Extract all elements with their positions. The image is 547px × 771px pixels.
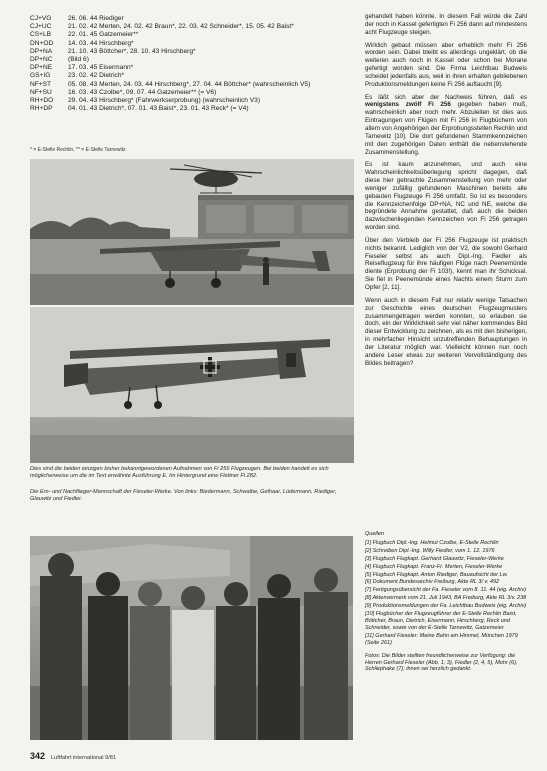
registration-code: NF+SU	[30, 88, 52, 96]
registration-flights: (Bild 6)	[68, 56, 89, 64]
registration-row	[30, 40, 348, 48]
photo-crew-group	[30, 536, 353, 740]
source-item: [2] Schreiben Dipl.-Ing. Willy Fiedler, vom 1. 12. 1976	[365, 547, 495, 554]
source-item: [9] Produktionsmeldungen der Fa. Leichtbau Budweis (eig. Archiv)	[365, 603, 527, 610]
source-item: [10] Flugbücher der Flugzeugführer der E-Stelle Rechlin Baist, Böttcher, Braun, Dietrich, Eisermann, Hirschberg, Reck und Schneider, sowie von der E-Stelle Tarnewitz, Gatzemeier.	[365, 611, 517, 631]
page-number: 342	[30, 751, 46, 761]
source-item: [6] Dokument Bundesarchiv Freiburg, Akte RL 3/ v. 492	[365, 579, 500, 586]
registration-row	[30, 23, 348, 31]
photo-caption: Dies sind die beiden einzigen bisher bekanntgewordenen Aufnahmen von Fi 256 Flugzeugen. Bei beiden handelt es sich möglicherweise um die im Text erwähnte Ausführung E. Im Hintergrund eine Flettner Fl 282.	[30, 466, 329, 479]
registration-code: NF+ST	[30, 80, 52, 88]
photo-credits: Fotos: Die Bilder stellten freundlicherweise zur Verfügung: die Herren Gerhard Fieseler (Abb. 1, 3), Fiedler (2, 4, 5), Mohr (6), Schliephake (7); ihnen sei herzlich gedankt.	[365, 652, 518, 673]
paragraph	[365, 94, 527, 157]
registration-row	[30, 64, 348, 72]
magazine-name: Luftfahrt international 9/81	[50, 755, 116, 761]
registration-row	[30, 89, 348, 97]
paragraph-text: gegeben haben muß, wahrscheinlich aber noch mehr. Abzuleiten ist dies aus Eintragungen von Flügen mit Fi 256 in Flugbüchern von allem von Angehörigen der Erprobungsstellen Rechlin und Tarnewitz [10]. Die dort gefundenen Stammkennzeichen mit den zugehörigen Daten enthält die nebenstehende Zusammenstellung.	[365, 101, 527, 156]
source-item: [4] Flugbuch Flugkapt. Franz-Fr. Merten, Fieseler-Werke	[365, 563, 503, 570]
paragraph: gehandelt haben könnte. In diesem Fall würde die Zahl der noch in Kassel gefertigten Fi 256 dann auf mindestens acht Flugzeuge steigen.	[365, 13, 527, 36]
registration-flights: 29. 04. 43 Hirschberg* (Fahrwerkserprobung) (wahrscheinlich V3)	[68, 97, 261, 105]
sources-section	[365, 531, 527, 673]
page-footer	[30, 751, 116, 761]
registration-row	[30, 56, 348, 64]
registration-row	[30, 72, 348, 80]
source-item: [8] Aktenvermerk vom 21. Juli 1943, BA Freiburg, Akte RL 3/v. 238	[365, 595, 527, 602]
registration-code: RH+DO	[30, 97, 54, 105]
source-item: [11] Gerhard Fieseler: Meine Bahn am Himmel, München 1979 (Seite 261)	[365, 632, 518, 646]
emphasis-text: wenigstens zwölf Fi 256	[365, 101, 451, 109]
registration-code: DN+OD	[30, 39, 54, 47]
paragraph: Wirklich gebaut müssen aber erheblich mehr Fi 256 worden sein. Dabei bleibt es allerdings ungeklärt, ob die weiteren auch noch in Kassel oder schon bei Morane gefertigt worden sind. Die Firma Leichtbau Budweis scheidet jedenfalls aus, weil in ihren erhalten gebliebenen Produktionsmeldungen keine Fi 256 auftaucht [9].	[365, 41, 527, 88]
registration-row	[30, 97, 348, 105]
registration-flights: 05. 08. 43 Merten, 24. 03. 44 Hirschberg*, 27. 04. 44 Böttcher* (wahrscheinlich V5)	[68, 80, 311, 88]
registration-code: CS+LB	[30, 31, 52, 39]
registration-row	[30, 81, 348, 89]
paragraph-text: Es läßt sich aber der Nachweis führen, daß es	[365, 93, 527, 101]
registration-row	[30, 48, 348, 56]
registration-footnote: * = E-Stelle Rechlin, ** = E-Stelle Tarnewitz	[30, 147, 126, 153]
registration-table	[30, 15, 348, 113]
source-item: [7] Fertigungsübersicht der Fa. Fieseler vom 8. 11. 44 (eig. Archiv)	[365, 587, 527, 594]
registration-row	[30, 31, 348, 39]
source-item: [1] Flugbuch Dipl.-Ing. Helmut Czolbe, E-Stelle Rechlin	[365, 539, 499, 546]
source-item: [5] Flugbuch Flugkapt. Anton Riediger, Bauaufsicht der Lw.	[365, 571, 508, 578]
registration-flights: 14. 03. 44 Hirschberg*	[68, 39, 134, 47]
registration-code: DP+NA	[30, 47, 53, 55]
registration-flights: 23. 02. 42 Dietrich*	[68, 72, 125, 80]
registration-flights: 04. 01. 43 Dietrich*, 07. 01. 43 Baist*, 23. 01. 43 Reck* (= V4)	[68, 105, 249, 113]
registration-row	[30, 105, 348, 113]
registration-code: GS+IG	[30, 72, 51, 80]
photo-fi256-in-flight	[30, 307, 354, 463]
registration-code: CJ+VG	[30, 15, 52, 22]
registration-code: DP+NE	[30, 64, 53, 72]
photo-fi256-with-helicopter	[30, 159, 354, 305]
registration-code: DP+NC	[30, 56, 53, 64]
registration-flights: 26. 06. 44 Riediger	[68, 15, 124, 22]
source-item: [3] Flugbuch Flugkapt. Gerhard Glauwitz, Fieseler-Werke	[365, 555, 504, 562]
crew-caption: Die Ern- und Nachflieger-Mannschaft der Fieseler-Werke. Von links: Biedermann, Schwalbe, Gelhaar, Lüdermann, Riediger, Glauwitz und Fiedler.	[30, 489, 337, 502]
registration-flights: 17. 03. 45 Eisermann*	[68, 64, 134, 72]
sources-list	[365, 540, 527, 647]
paragraph: Über den Verbleib der Fi 256 Flugzeuge ist praktisch nichts bekannt. Lediglich von der V2, die sowohl Gerhard Fieseler selbst als auch Dipl.-Ing. Fiedler als Reiseflugzeug für ihre häufigen Flüge nach Peenemünde diente (Erprobung der Fi 103!), kennt man ihr Schicksal. Sie fiel in Peenemünde eines Nachts einem Sturm zum Opfer [2, 11].	[365, 236, 527, 291]
registration-code: CJ+UC	[30, 23, 52, 31]
article-body	[365, 13, 527, 372]
registration-flights: 16. 03. 43 Czolbe*, 09. 07. 44 Gatzemeier** (= V6)	[68, 88, 217, 96]
registration-row	[30, 15, 348, 23]
registration-flights: 22. 01. 45 Gatzemeier**	[68, 31, 139, 39]
paragraph: Wenn auch in diesem Fall nur relativ wenige Tatsachen zur Geschichte eines deutschen Flugzeugmusters zusammengetragen werden konnten, so erlauben sie doch, ein der Wirklichkeit sehr viel näher kommendes Bild dieser Entwicklung zu zeichnen, als es mit den bisherigen, in mehrfacher Hinsicht unzutreffenden Behauptungen in der Literatur möglich war. Vielleicht können nun noch andere Leser etwas zur weiteren Vervollständigung des Bildes beitragen?	[365, 296, 527, 367]
sources-title: Quellen	[365, 531, 384, 537]
registration-flights: 21. 10. 43 Böttcher*, 28. 10. 43 Hirschberg*	[68, 47, 196, 55]
paragraph: Es ist kaum anzunehmen, und auch eine Wahrscheinlichkeitsüberlegung spricht dagegen, daß diese hier gebrachte Zusammenstellung von mehr oder weniger zufällig gefundenen Maschinen bereits alle gebauten Flugzeuge Fi 256 umfaßt. So ist es besonders die Kennzeichenfolge DP+NA, NC und NE, welche die begründete Annahme gestattet, daß auch die beiden dazwischenliegenden Kennzeichen von Fi 256 getragen worden sind.	[365, 161, 527, 232]
registration-code: RH+DP	[30, 105, 53, 113]
registration-flights: 21. 02. 42 Merten, 24. 02. 42 Braun*, 22. 03. 42 Schneider*, 15. 05. 42 Baist*	[68, 23, 294, 31]
